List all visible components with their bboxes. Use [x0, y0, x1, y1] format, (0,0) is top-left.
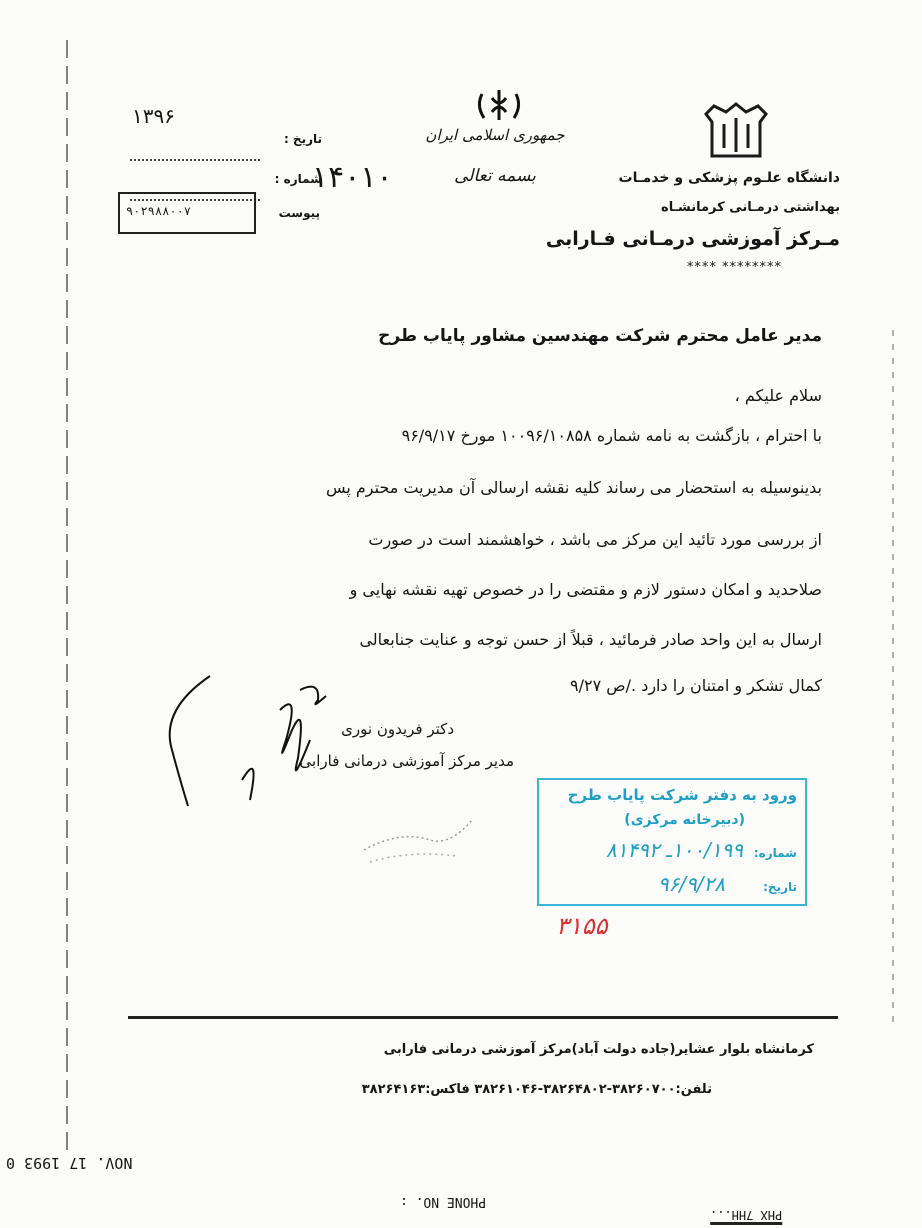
red-handwritten-note: ۳۱۵۵	[556, 912, 608, 940]
basmala: بسمه تعالی	[454, 166, 536, 186]
stamp-title: ورود به دفتر شرکت پایاب طرح	[567, 786, 797, 804]
university-logo-icon	[700, 100, 772, 162]
fax-model-mark: PHX 7HH...	[710, 1208, 782, 1225]
attachment-box	[118, 192, 256, 234]
body-line-1: با احترام ، بازگشت به نامه شماره ۱۰۰۹۶/۱۰۸۵۸ مورخ ۹۶/۹/۱۷	[401, 426, 822, 445]
attachment-label: پیوست	[278, 206, 320, 220]
fax-date-mark: NOV. 17 1993 0	[6, 1154, 133, 1172]
footer-divider	[128, 1016, 838, 1019]
greeting: سلام علیکم ،	[734, 386, 822, 405]
number-label: شماره :	[274, 172, 322, 186]
center-name: مـرکز آموزشی درمـانی فـارابی	[545, 228, 840, 250]
stamp-subtitle: (دبیرخانه مرکزی)	[624, 812, 745, 828]
emblem-caption: جمهوری اسلامی ایران	[425, 126, 565, 144]
handwritten-signature	[150, 670, 350, 820]
iran-emblem-icon	[474, 88, 524, 124]
body-line-3: از بررسی مورد تائید این مرکز می باشد ، خواهشمند است در صورت	[368, 530, 822, 549]
recipient-title: مدیر عامل محترم شرکت مهندسین مشاور پایاب طرح	[378, 326, 822, 346]
body-line-4: صلاحدید و امکان دستور لازم و مقتضی را در خصوص تهیه نقشه نهایی و	[349, 580, 822, 599]
university-name-line2: بهداشتی درمـانی کرمانشـاه	[661, 200, 840, 215]
number-value: ۱۴۰۱۰	[312, 160, 393, 195]
stamp-number-value: ۱۰۰/۱۹۹ـ ۸۱۴۹۲	[605, 838, 743, 862]
body-line-6: کمال تشکر و امتنان را دارد ./ص ۹/۲۷	[570, 676, 822, 695]
center-name-stars: ******** ****	[686, 260, 782, 275]
stamp-number-label: شماره:	[753, 846, 797, 860]
attachment-value: ۹۰۲۹۸۸۰۰۷	[126, 204, 192, 218]
university-name-line1: دانشگاه علـوم پزشکی و خدمـات	[618, 170, 840, 186]
footer-phone-fax: تلفن:۳۸۲۶۰۷۰۰-۳۸۲۶۴۸۰۲-۳۸۲۶۱۰۴۶ فاکس:۳۸۲۶۴۱۶۳	[361, 1082, 712, 1097]
stamp-date-value: ۹۶/۹/۲۸	[657, 872, 725, 896]
incoming-registration-stamp	[537, 778, 807, 906]
signer-title: مدیر مرکز آموزشی درمانی فارابی	[299, 752, 514, 770]
stamp-date-label: تاریخ:	[763, 880, 797, 894]
fax-scan-edge-right	[892, 330, 894, 1030]
body-line-2: بدینوسیله به استحضار می رساند کلیه نقشه ارسالی آن مدیریت محترم پس	[325, 478, 822, 497]
body-line-5: ارسال به این واحد صادر فرمائید ، قبلاً از حسن توجه و عنایت جنابعالی	[359, 630, 822, 649]
fax-noise-marks	[360, 800, 480, 870]
date-label: تاریخ :	[283, 132, 322, 146]
fax-scan-edge-left	[66, 40, 68, 1150]
fax-phone-mark: PHONE NO. :	[400, 1194, 487, 1209]
signer-name: دکتر فریدون نوری	[341, 720, 454, 738]
date-value: ۱۳۹۶	[132, 104, 175, 128]
footer-address: کرمانشاه بلوار عشایر(جاده دولت آباد)مرکز آموزشی درمانی فارابی	[383, 1042, 814, 1057]
